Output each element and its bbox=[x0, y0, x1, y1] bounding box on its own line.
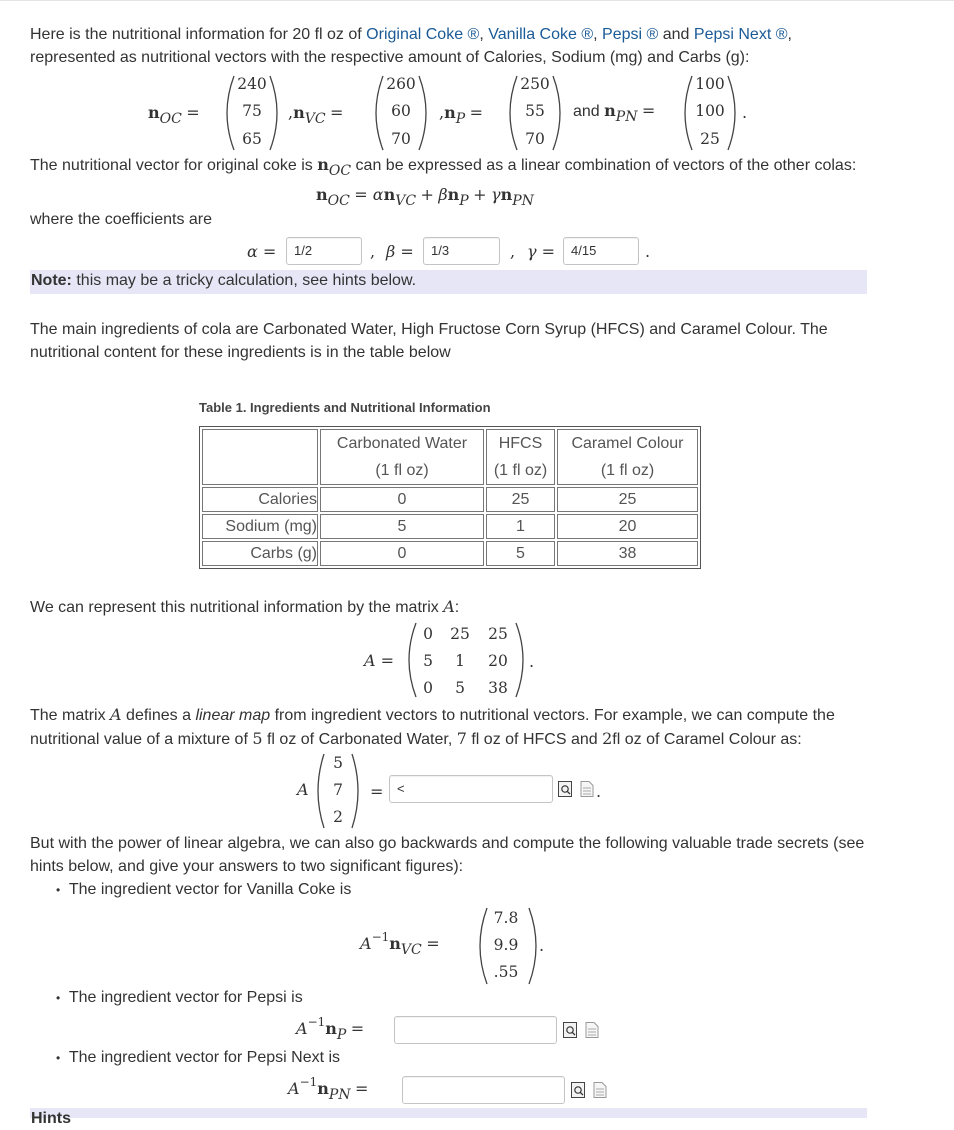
vanilla-answer-value: .55 bbox=[493, 963, 519, 981]
vector-n-vc-value: 70 bbox=[391, 130, 411, 148]
vanilla-inverse-label: $A^{-1}nVC$ = bbox=[360, 930, 440, 958]
table-cell: 0 bbox=[320, 541, 484, 566]
matrix-cell: 0 bbox=[423, 625, 433, 643]
vector-n-p-value: 250 bbox=[520, 75, 550, 93]
vanilla-answer-value: 9.9 bbox=[493, 936, 519, 954]
equation-editor-icon[interactable] bbox=[563, 1022, 577, 1038]
preview-document-icon[interactable] bbox=[585, 1022, 599, 1038]
label-n-oc: nOC = bbox=[148, 103, 200, 127]
matrix-cell: 5 bbox=[455, 679, 465, 697]
label-n-vc: ,nVC = bbox=[288, 103, 344, 127]
equation-editor-icon[interactable] bbox=[558, 781, 572, 797]
where-text: where the coefficients are bbox=[30, 211, 213, 228]
mixture-vector-value: 7 bbox=[333, 781, 343, 799]
table-cell: 25 bbox=[486, 487, 555, 512]
link-pepsi-next[interactable]: Pepsi Next ® bbox=[693, 26, 788, 43]
table-corner-cell bbox=[202, 429, 318, 485]
top-divider bbox=[0, 0, 954, 1]
matrix-cell: 0 bbox=[423, 679, 433, 697]
matrix-label: A = bbox=[364, 651, 395, 670]
question-pepsi: • The ingredient vector for Pepsi is bbox=[56, 989, 303, 1006]
vector-n-pn-value: 100 bbox=[695, 75, 725, 93]
ingredients-paragraph: The main ingredients of cola are Carbonated Water, High Fructose Corn Syrup (HFCS) and Caramel Colour. The nutritional content for these ingredients is in the table below bbox=[30, 321, 828, 361]
table-header-row bbox=[202, 429, 698, 485]
vector-n-pn-value: 25 bbox=[700, 130, 720, 148]
pepsi-inverse-label: $A^{-1}nP$ = bbox=[296, 1015, 365, 1043]
matrix-cell: 5 bbox=[423, 652, 433, 670]
matrix-cell: 25 bbox=[488, 625, 508, 643]
ingredients-table bbox=[199, 426, 701, 569]
table-cell: 25 bbox=[557, 487, 698, 512]
alpha-input[interactable]: 1/2 bbox=[286, 237, 362, 265]
mixture-answer-input[interactable]: < bbox=[389, 775, 553, 803]
mixture-vector-value: 5 bbox=[333, 754, 343, 772]
matrix-cell: 1 bbox=[455, 652, 465, 670]
question-pepsi-next: • The ingredient vector for Pepsi Next is bbox=[56, 1049, 341, 1066]
table-cell: 1 bbox=[486, 514, 555, 539]
table-row-label: Sodium (mg) bbox=[202, 514, 318, 539]
vector-n-p-value: 55 bbox=[525, 102, 545, 120]
table-row-label: Carbs (g) bbox=[202, 541, 318, 566]
vector-n-oc-value: 240 bbox=[237, 75, 267, 93]
preview-document-icon[interactable] bbox=[580, 781, 594, 797]
pepsinext-inverse-label: $A^{-1}nPN$ = bbox=[288, 1075, 369, 1103]
vector-n-oc-value: 75 bbox=[242, 102, 262, 120]
pepsinext-answer-input[interactable] bbox=[402, 1076, 565, 1104]
table-header-cell: Caramel Colour (1 fl oz) bbox=[557, 429, 698, 485]
table-caption: Table 1. Ingredients and Nutritional Information bbox=[199, 400, 491, 415]
link-original-coke[interactable]: Original Coke ® bbox=[366, 26, 480, 43]
equation-editor-icon[interactable] bbox=[571, 1082, 585, 1098]
beta-label: β = bbox=[386, 242, 414, 261]
gamma-label: γ = bbox=[527, 242, 556, 261]
vector-n-pn-value: 100 bbox=[695, 102, 725, 120]
combination-equation: nOC = αnVC + βnP + γnPN bbox=[316, 185, 534, 209]
matrix-intro: We can represent this nutritional information by the matrix A: bbox=[30, 597, 460, 616]
vector-n-vc-value: 260 bbox=[386, 75, 416, 93]
vanilla-answer-value: 7.8 bbox=[493, 909, 519, 927]
vector-n-oc-value: 65 bbox=[242, 130, 262, 148]
mixture-vector-value: 2 bbox=[333, 808, 343, 826]
preview-document-icon[interactable] bbox=[593, 1082, 607, 1098]
beta-input[interactable]: 1/3 bbox=[423, 237, 500, 265]
link-vanilla-coke[interactable]: Vanilla Coke ® bbox=[488, 26, 594, 43]
matrix-cell: 38 bbox=[488, 679, 508, 697]
table-cell: 0 bbox=[320, 487, 484, 512]
gamma-input[interactable]: 4/15 bbox=[563, 237, 639, 265]
table-cell: 5 bbox=[320, 514, 484, 539]
linear-map-paragraph: The matrix A defines a linear map from ingredient vectors to nutritional vectors. For example, we can compute the nutritional value of a mixture of 5 fl oz of Carbonated Water, 7 fl oz of HFCS and 2fl oz of Caramel Colour as: bbox=[30, 705, 835, 748]
alpha-label: α = bbox=[247, 242, 277, 261]
pepsi-answer-input[interactable] bbox=[394, 1016, 557, 1044]
table-cell: 38 bbox=[557, 541, 698, 566]
hints-label: Hints bbox=[31, 1110, 71, 1127]
table-header-cell: HFCS (1 fl oz) bbox=[486, 429, 555, 485]
combination-sentence: The nutritional vector for original coke is nOC can be expressed as a linear combination of vectors of the other colas: bbox=[30, 155, 857, 179]
label-n-p: ,nP = bbox=[439, 103, 484, 127]
table-row bbox=[202, 487, 698, 512]
table-row bbox=[202, 514, 698, 539]
table-row-label: Calories bbox=[202, 487, 318, 512]
intro-paragraph: Here is the nutritional information for 20 fl oz of Original Coke ®, Vanilla Coke ®, Pepsi ® and Pepsi Next ®, represented as nutritional vectors with the respective amount of Calories, Sodium (mg) and Carbs (g): bbox=[30, 26, 792, 66]
mixture-matrix-label: A bbox=[297, 780, 309, 799]
table-header-cell: Carbonated Water (1 fl oz) bbox=[320, 429, 484, 485]
link-pepsi[interactable]: Pepsi ® bbox=[602, 26, 659, 43]
vector-n-p-value: 70 bbox=[525, 130, 545, 148]
table-row bbox=[202, 541, 698, 566]
label-n-pn: and nPN = bbox=[573, 101, 656, 125]
intro-text-line2: represented as nutritional vectors with the respective amount of Calories, Sodium (mg) and Carbs (g): bbox=[30, 49, 750, 66]
question-vanilla: • The ingredient vector for Vanilla Coke is bbox=[56, 881, 352, 898]
table-cell: 5 bbox=[486, 541, 555, 566]
table-cell: 20 bbox=[557, 514, 698, 539]
intro-text: Here is the nutritional information for 20 fl oz of bbox=[30, 26, 362, 43]
vector-n-vc-value: 60 bbox=[391, 102, 411, 120]
matrix-cell: 20 bbox=[488, 652, 508, 670]
backwards-paragraph: But with the power of linear algebra, we can also go backwards and compute the following valuable trade secrets (see hints below, and give your answers to two significant figures): bbox=[30, 835, 865, 875]
matrix-cell: 25 bbox=[450, 625, 470, 643]
note-text: Note: this may be a tricky calculation, see hints below. bbox=[31, 272, 417, 289]
